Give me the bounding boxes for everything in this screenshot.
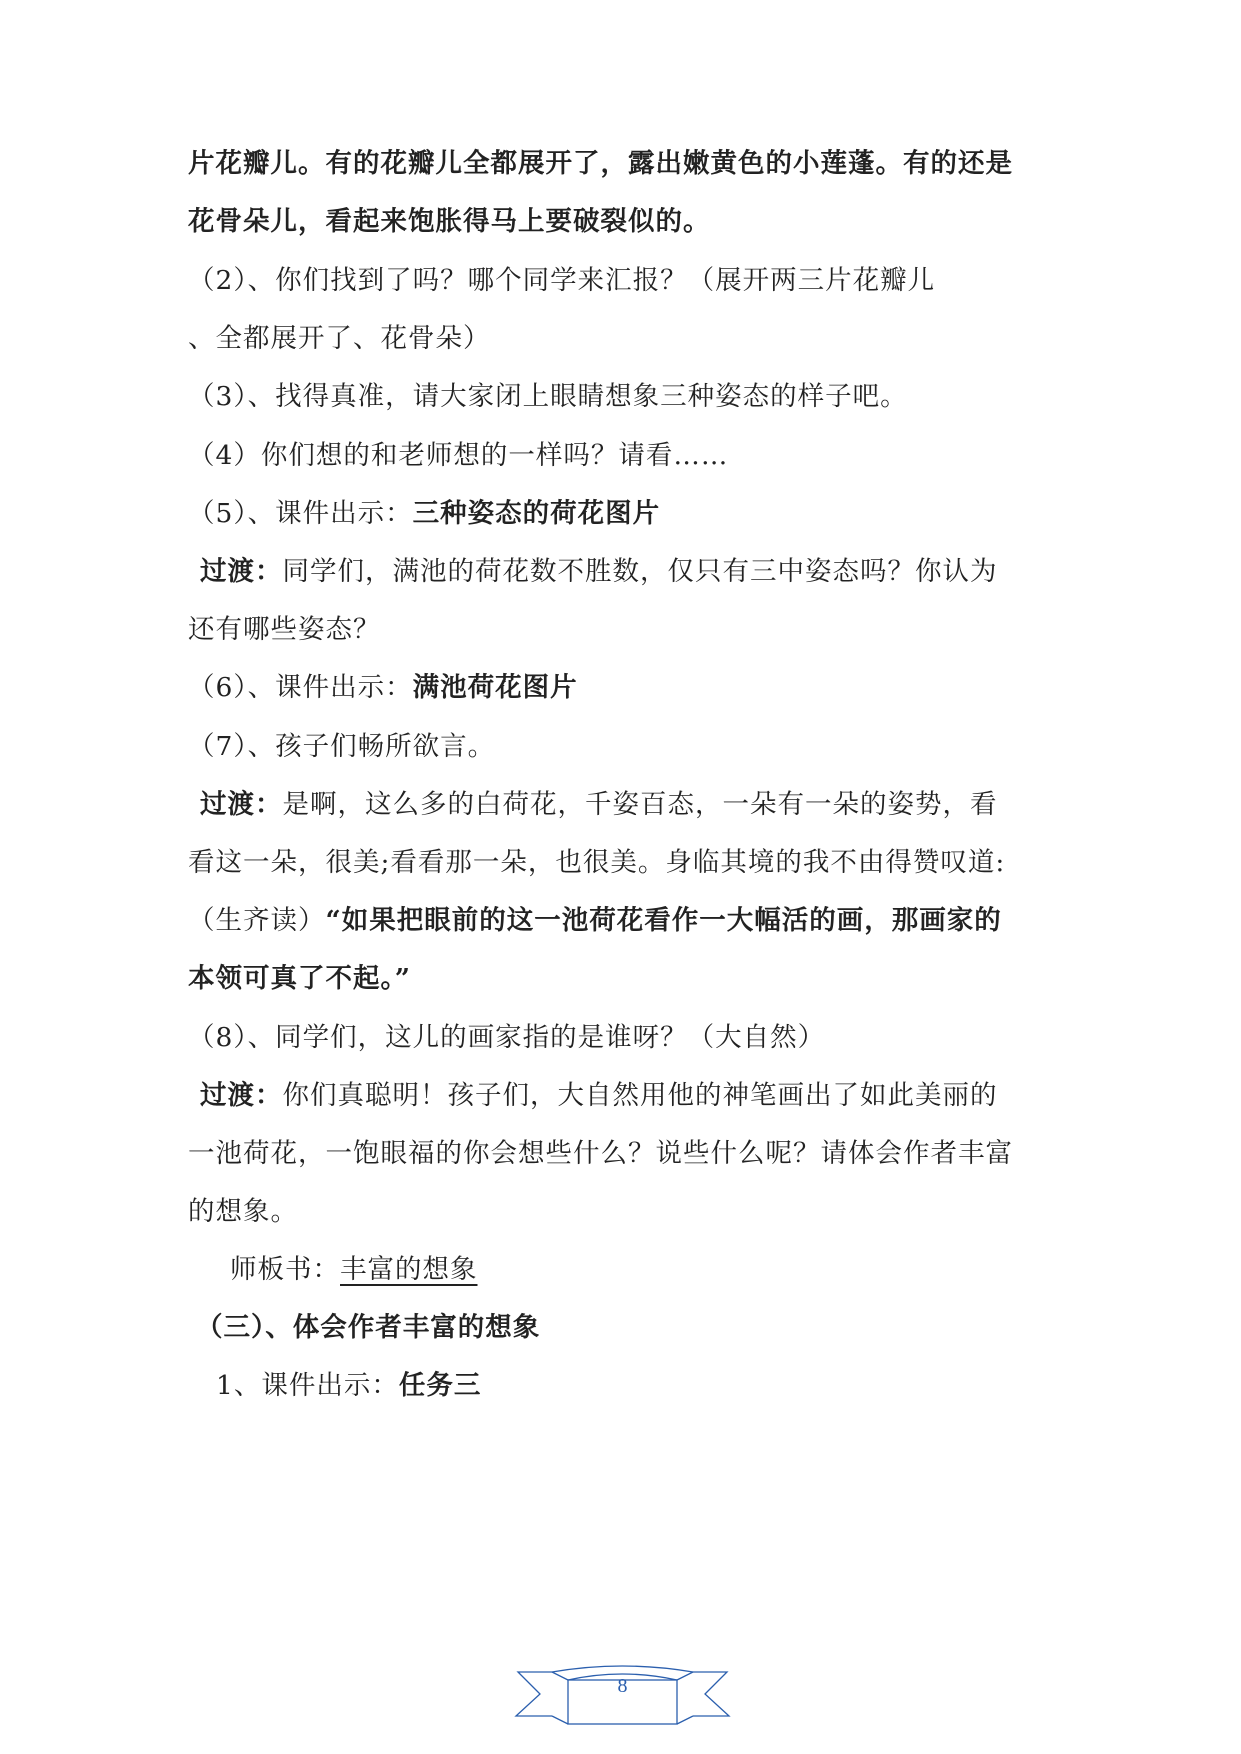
bold-quote: 本领可真了不起。”: [188, 963, 411, 994]
paragraph-line: [188, 668, 578, 708]
paragraph-line: [216, 1366, 481, 1406]
text: （3）、找得真准，请大家闭上眼睛想象三种姿态的样子吧。: [188, 381, 908, 412]
text: （2）、你们找到了吗？哪个同学来汇报？（展开两三片花瓣儿: [188, 265, 936, 296]
transition-label: 过渡：: [200, 789, 283, 820]
paragraph-line: [188, 436, 728, 476]
paragraph-line: [188, 727, 495, 767]
bold-text: 任务三: [398, 1370, 482, 1401]
text: 同学们，满池的荷花数不胜数，仅只有三中姿态吗？你认为: [282, 556, 998, 587]
text: 一池荷花，一饱眼福的你会想些什么？说些什么呢？请体会作者丰富: [188, 1138, 1013, 1169]
paragraph-line: [188, 261, 935, 301]
bold-text: 花骨朵儿，看起来饱胀得马上要破裂似的。: [188, 206, 711, 237]
text: 还有哪些姿态？: [188, 614, 381, 645]
text: （5）、课件出示：: [188, 498, 413, 529]
transition-line: [200, 1076, 998, 1116]
text: 、全都展开了、花骨朵）: [188, 323, 491, 354]
paragraph-line: [188, 959, 411, 999]
text: （生齐读）: [188, 905, 326, 936]
bold-text: 三种姿态的荷花图片: [412, 498, 661, 529]
ribbon-banner-icon: [510, 1658, 735, 1738]
paragraph-line: [188, 1018, 825, 1058]
underlined-text: 丰富的想象: [340, 1254, 478, 1285]
text: 你们真聪明！孩子们，大自然用他的神笔画出了如此美丽的: [282, 1080, 998, 1111]
bold-quote: “如果把眼前的这一池荷花看作一大幅活的画，那画家的: [325, 905, 1002, 936]
heading-text: （三）、体会作者丰富的想象: [196, 1312, 541, 1343]
bold-text: 满池荷花图片: [412, 672, 578, 703]
text: 师板书：: [230, 1254, 340, 1285]
paragraph-line: [188, 1134, 1013, 1174]
paragraph-line: [188, 319, 491, 359]
text: 看这一朵，很美;看看那一朵，也很美。身临其境的我不由得赞叹道:: [188, 847, 1006, 878]
transition-label: 过渡：: [200, 1080, 283, 1111]
paragraph-line: [188, 377, 908, 417]
paragraph-line: [188, 610, 381, 650]
section-heading: [196, 1308, 540, 1348]
paragraph-line: [188, 1192, 298, 1232]
paragraph-line: [188, 843, 1005, 883]
text: 的想象。: [188, 1196, 298, 1227]
page-footer: [510, 1658, 735, 1738]
transition-line: [200, 552, 998, 592]
paragraph-line: [188, 202, 711, 242]
page-number: 8: [617, 1675, 628, 1697]
paragraph-line: [188, 494, 660, 534]
bold-text: 片花瓣儿。有的花瓣儿全都展开了，露出嫩黄色的小莲蓬。有的还是: [188, 148, 1013, 179]
paragraph-line: [188, 901, 1002, 941]
text: （4）你们想的和老师想的一样吗？请看……: [188, 440, 729, 471]
transition-line: [200, 785, 998, 825]
text: 1、课件出示：: [216, 1370, 399, 1401]
text: （6）、课件出示：: [188, 672, 413, 703]
text: （8）、同学们，这儿的画家指的是谁呀？（大自然）: [188, 1022, 826, 1053]
paragraph-line: [188, 144, 1013, 184]
text: （7）、孩子们畅所欲言。: [188, 731, 496, 762]
transition-label: 过渡：: [200, 556, 283, 587]
text: 是啊，这么多的白荷花，千姿百态，一朵有一朵的姿势，看: [282, 789, 998, 820]
board-note-line: [230, 1250, 478, 1290]
